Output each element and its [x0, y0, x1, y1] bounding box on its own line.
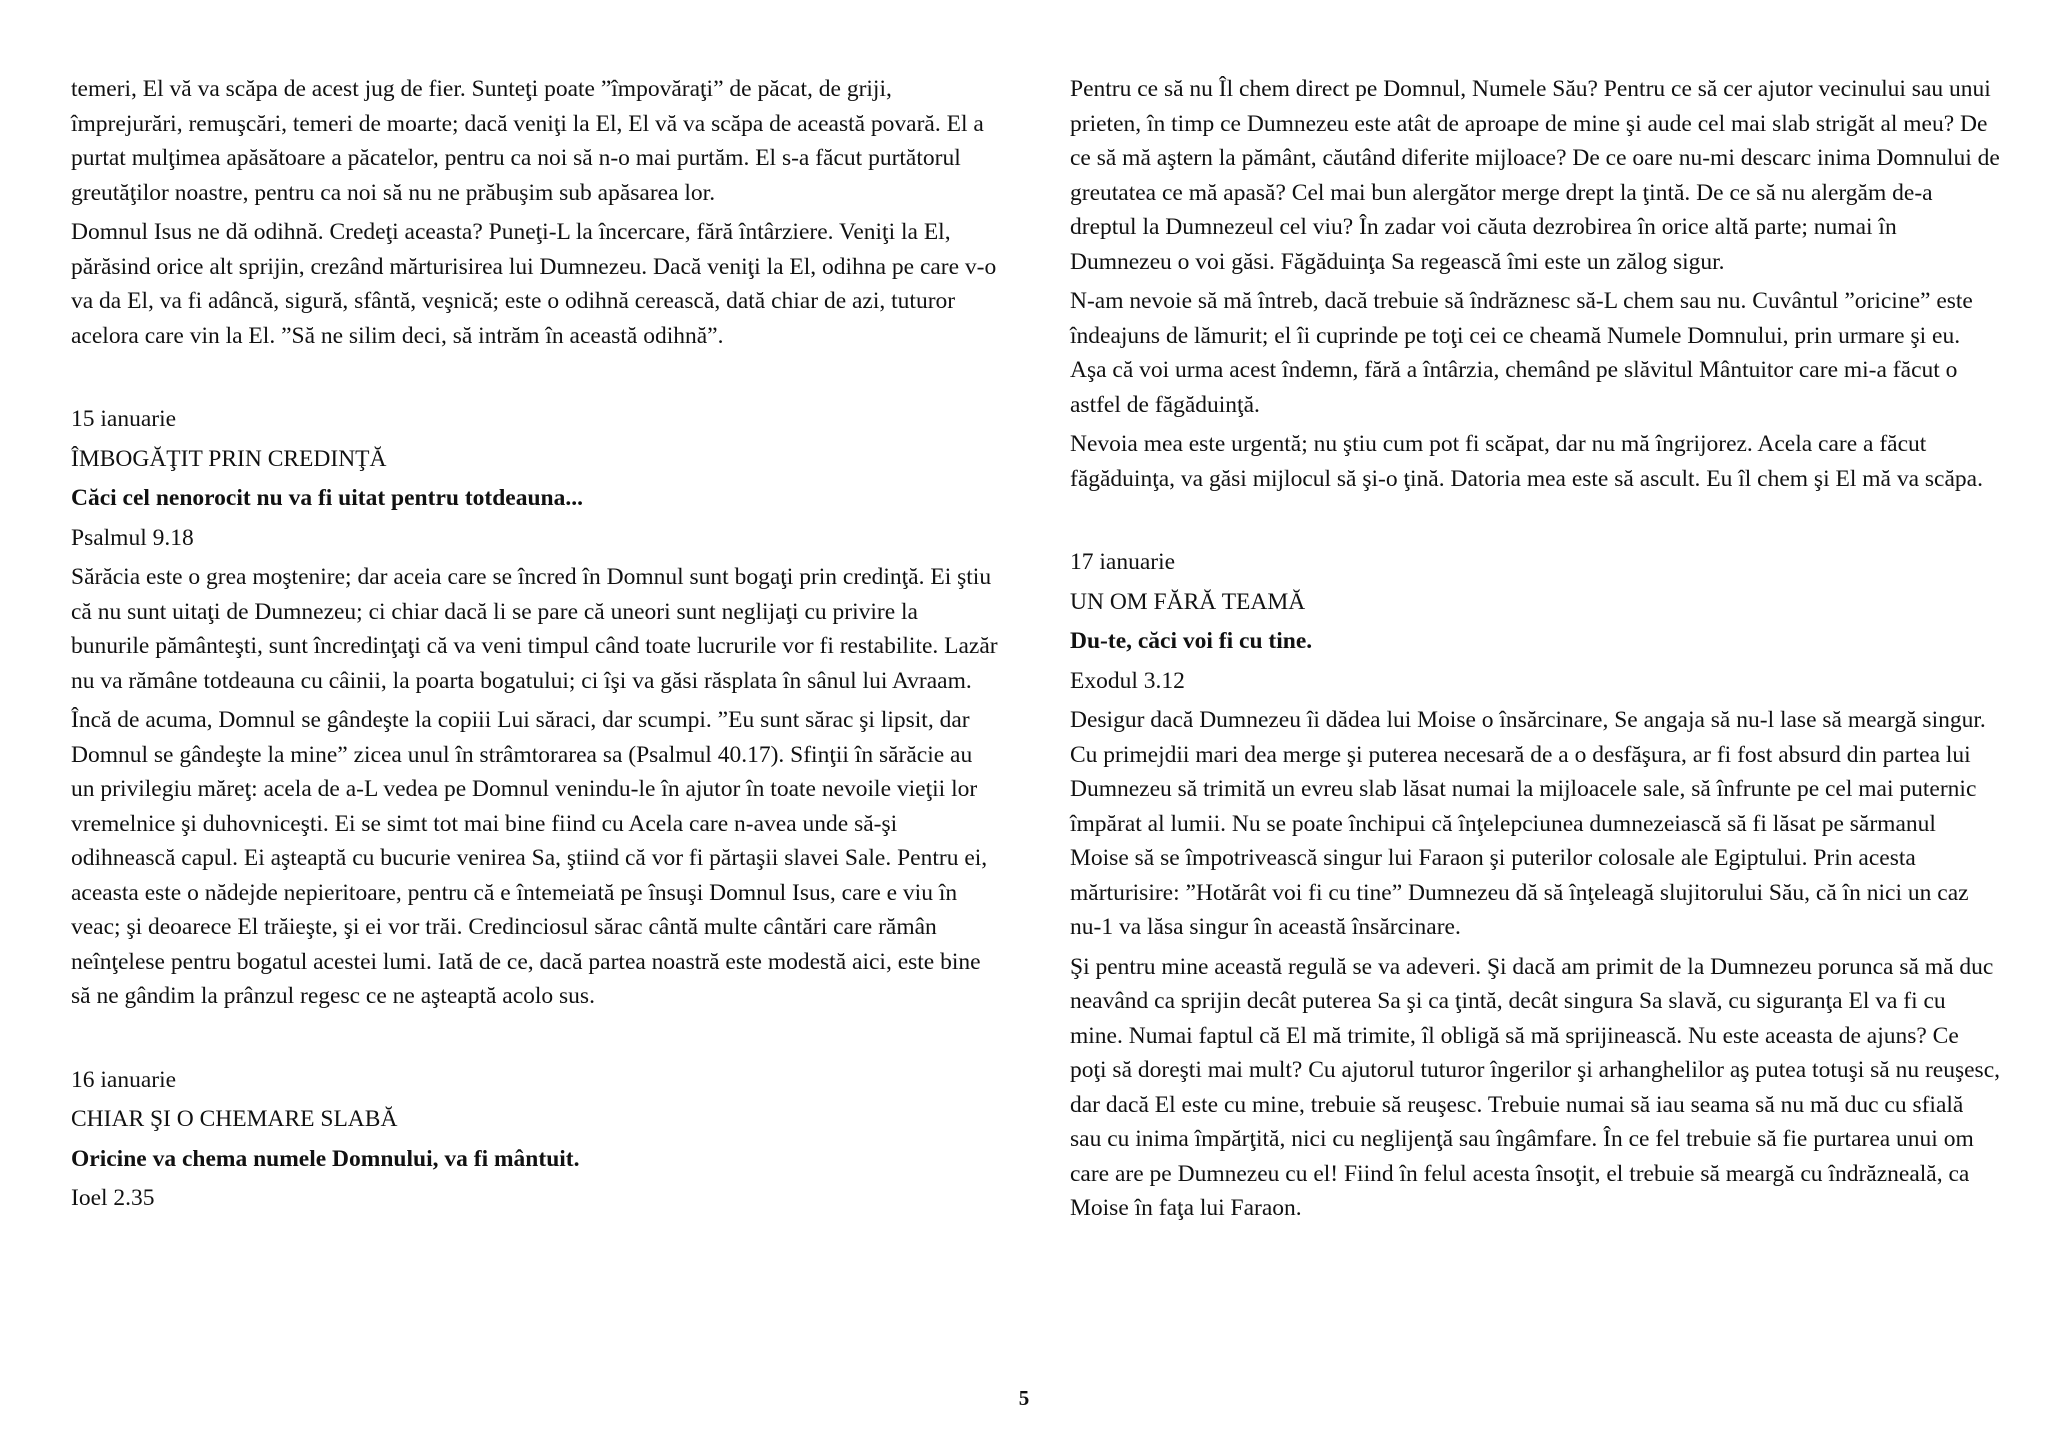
entry-16-january: [71, 1063, 1001, 1216]
entry-reference: Ioel 2.35: [71, 1185, 155, 1211]
entry-title: CHIAR ŞI O CHEMARE SLABĂ: [71, 1106, 398, 1132]
entry-date: 17 ianuarie: [1070, 549, 1176, 575]
left-column: [71, 72, 1001, 1221]
paragraph: Şi pentru mine această regulă se va adeveri. Şi dacă am primit de la Dumnezeu porunca să mă duc neavând ca sprijin decât puterea Sa şi ca ţintă, decât singura Sa slavă, cu siguranţa El va fi cu mine. Numai faptul că El mă trimite, îl obligă să mă sprijinească. Nu este aceasta de ajuns? Ce poţi să doreşti mai mult? Cu ajutorul tuturor îngerilor şi arhanghelilor aş putea totuşi să nu reuşesc, dar dacă El este cu mine, trebuie să reuşesc. Trebuie numai să iau seama să nu mă duc cu sfială sau cu inima împărţită, nici cu neglijenţă sau îngâmfare. În ce fel trebuie să fie purtarea unui om care are pe Dumnezeu cu el! Fiind în felul acesta însoţit, el trebuie să meargă cu îndrăzneală, ca Moise în faţa lui Faraon.: [1070, 953, 2001, 1221]
section-gap: [71, 358, 1001, 402]
paragraph: Domnul Isus ne dă odihnă. Credeţi aceasta? Puneţi-L la încercare, fără întârziere. Veniţi la El, părăsind orice alt sprijin, crezând mărturisirea lui Dumnezeu. Dacă veniţi la El, odihna pe care v-o va da El, va fi adâncă, sigură, sfântă, veşnică; este o odihnă cerească, dată chiar de azi, tuturor acelora care vin la El. ”Să ne silim deci, să intrăm în această odihnă”.: [71, 219, 997, 349]
paragraph: Sărăcia este o grea moştenire; dar aceia care se încred în Domnul sunt bogaţi prin credinţă. Ei ştiu că nu sunt uitaţi de Dumnezeu; ci chiar dacă li se pare că uneori sunt neglijaţi cu privire la bunurile pământeşti, sunt încredinţaţi că va veni timpul când toate lucrurile vor fi restabilite. Lazăr nu va rămâne totdeauna cu câinii, la poarta bogatului; ci îşi va găsi răsplata în sânul lui Avraam.: [71, 564, 998, 694]
paragraph: N-am nevoie să mă întreb, dacă trebuie să îndrăznesc să-L chem sau nu. Cuvântul ”oricine” este îndeajuns de lămurit; el îi cuprinde pe toţi cei ce cheamă Numele Domnului, prin urmare şi eu. Aşa că voi urma acest îndemn, fără a întârzia, chemând pe slăvitul Mântuitor care mi-a făcut o astfel de făgăduinţă.: [1070, 288, 1973, 418]
entry-15-january: [71, 402, 1001, 1014]
entry-title: ÎMBOGĂŢIT PRIN CREDINŢĂ: [71, 445, 387, 472]
paragraph: Pentru ce să nu Îl chem direct pe Domnul, Numele Său? Pentru ce să cer ajutor vecinului sau unui prieten, în timp ce Dumnezeu este atât de aproape de mine şi aude cel mai slab strigăt al meu? De ce să mă aştern la pământ, căutând diferite mijloace? De ce oare nu-mi descarc inima Domnului de greutatea ce mă apasă? Cel mai bun alergător merge drept la ţintă. De ce să nu alergăm de-a dreptul la Dumnezeul cel viu? În zadar voi căuta dezrobirea în orice altă parte; numai în Dumnezeu o voi găsi. Făgăduinţa Sa regească îmi este un zălog sigur.: [1070, 76, 2000, 275]
entry-date: 15 ianuarie: [71, 406, 177, 432]
entry-17-january: [1070, 545, 2000, 1226]
entry-reference: Psalmul 9.18: [71, 524, 194, 551]
entry-verse: Du-te, căci voi fi cu tine.: [1070, 628, 1313, 654]
entry-reference: Exodul 3.12: [1070, 667, 1185, 694]
section-gap: [71, 1019, 1001, 1063]
paragraph: temeri, El vă va scăpa de acest jug de fier. Sunteţi poate ”împovăraţi” de păcat, de griji, împrejurări, remuşcări, temeri de moarte; dacă veniţi la El, El vă va scăpa de această povară. El a purtat mulţimea apăsătoare a păcatelor, pentru ca noi să n-o mai purtăm. El s-a făcut purtătorul greutăţilor noastre, pentru ca noi să nu ne prăbuşim sub apăsarea lor.: [71, 76, 984, 206]
entry-verse: Oricine va chema numele Domnului, va fi mântuit.: [71, 1145, 580, 1172]
page-number: 5: [1018, 1386, 1030, 1410]
right-column: [1070, 72, 2000, 1231]
paragraph: Încă de acuma, Domnul se gândeşte la copiii Lui săraci, dar scumpi. ”Eu sunt sărac şi lipsit, dar Domnul se gândeşte la mine” zicea unul în strâmtorarea sa (Psalmul 40.17). Sfinţii în sărăcie au un privilegiu măreţ: acela de a-L vedea pe Domnul venindu-le în ajutor în toate nevoile vieţii lor vremelnice şi duhovniceşti. Ei se simt tot mai bine fiind cu Acela care n-avea unde să-şi odihnească capul. Ei aşteaptă cu bucurie venirea Sa, ştiind că vor fi părtaşii slavei Sale. Pentru ei, aceasta este o nădejde nepieritoare, pentru că e întemeiată pe însuşi Domnul Isus, care e viu în veac; şi deoarece El trăieşte, şi ei vor trăi. Credinciosul sărac cântă multe cântări care rămân neînţelese pentru bogatul acestei lumi. Iată de ce, dacă partea noastră este modestă aici, este bine să ne gândim la prânzul regesc ce ne aşteaptă acolo sus.: [71, 707, 988, 1009]
entry-verse: Căci cel nenorocit nu va fi uitat pentru totdeauna...: [71, 485, 583, 511]
entry-title: UN OM FĂRĂ TEAMĂ: [1070, 588, 1306, 615]
entry-date: 16 ianuarie: [71, 1066, 177, 1093]
section-gap: [1070, 501, 2000, 545]
paragraph: Nevoia mea este urgentă; nu ştiu cum pot fi scăpat, dar nu mă îngrijorez. Acela care a făcut făgăduinţa, va găsi mijlocul să şi-o ţină. Datoria mea este să ascult. Eu îl chem şi El mă va scăpa.: [1070, 431, 1983, 492]
paragraph: Desigur dacă Dumnezeu îi dădea lui Moise o însărcinare, Se angaja să nu-l lase să meargă singur. Cu primejdii mari dea merge şi puterea necesară de a o desfăşura, ar fi fost absurd din partea lui Dumnezeu să trimită un evreu slab lăsat numai la mijloacele sale, să înfrunte pe cel mai puternic împărat al lumii. Nu se poate închipui că înţelepciunea dumnezeiască să fi lăsat pe sărmanul Moise să se împotrivească singur lui Faraon şi puterilor colosale ale Egiptului. Prin acesta mărturisire: ”Hotărât voi fi cu tine” Dumnezeu dă să înţeleagă slujitorului Său, că în nici un caz nu-1 va lăsa singur în această însărcinare.: [1070, 707, 1986, 940]
